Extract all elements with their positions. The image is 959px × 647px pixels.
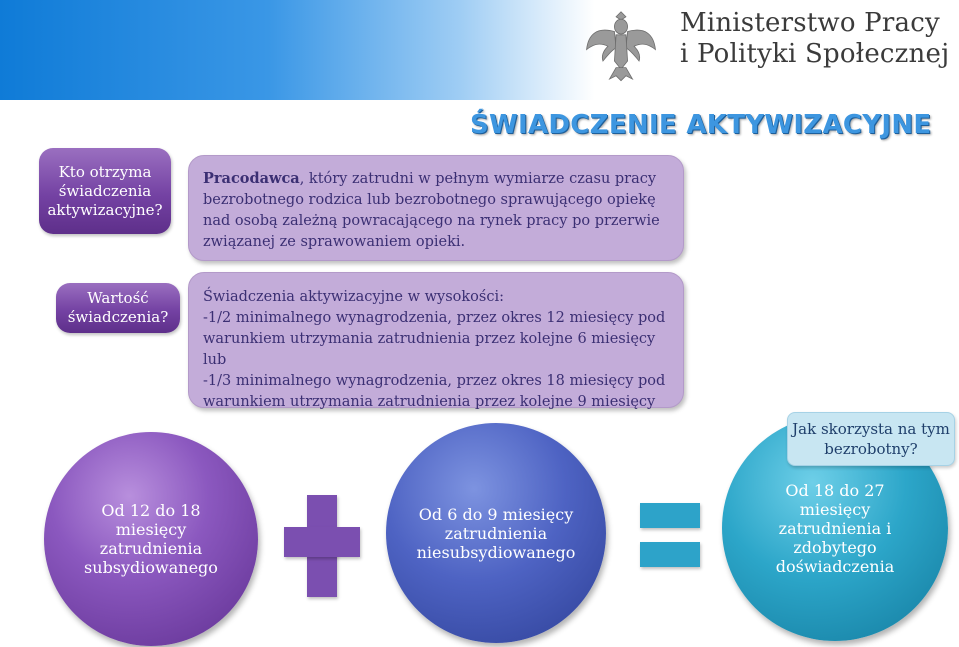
circle-unsubsidized-employment [386,423,606,643]
ministry-line1: Ministerstwo Pracy [680,8,940,38]
answer-recipient [188,155,684,261]
value-intro: Świadczenia aktywizacyjne w wysokości: [203,289,504,305]
page-title: ŚWIADCZENIE AKTYWIZACYJNE [470,110,932,140]
equals-sign-top [640,503,700,528]
question-recipient: Kto otrzyma świadczenia aktywizacyjne? [39,148,171,234]
circle-subsidized-employment [44,432,258,646]
plus-sign-horizontal [284,527,360,557]
equals-sign-bottom [640,542,700,567]
answer-value [188,272,684,408]
answer-recipient-bold: Pracodawca [203,170,300,187]
circle-subsidized-text: Od 12 do 18 miesięcy zatrudnienia subsydiowanego [84,501,218,577]
ministry-line2: i Polityki Społecznej [680,39,950,69]
question-value: Wartość świadczenia? [56,283,180,333]
ministry-name [680,8,949,70]
circle-unsubsidized-text: Od 6 do 9 miesięcy zatrudnienia niesubsydiowanego [416,504,576,562]
circle-total-text: Od 18 do 27 miesięcy zatrudnienia i zdobytego doświadczenia [775,480,895,576]
polish-eagle-emblem-icon [580,2,662,84]
value-option-2: -1/3 minimalnego wynagrodzenia, przez okres 18 miesięcy pod warunkiem utrzymania zatrudnienia przez kolejne 9 miesięcy [203,373,666,410]
callout-benefit-question: Jak skorzysta na tym bezrobotny? [787,412,955,466]
answer-recipient-text: , który zatrudni w pełnym wymiarze czasu pracy bezrobotnego rodzica lub bezrobotnego sprawującego opiekę nad osobą zależną powracającego na rynek pracy po przerwie związanej ze sprawowaniem opieki. [203,171,660,250]
value-option-1: -1/2 minimalnego wynagrodzenia, przez okres 12 miesięcy pod warunkiem utrzymania zatrudnienia przez kolejne 6 miesięcy lub [203,310,666,368]
